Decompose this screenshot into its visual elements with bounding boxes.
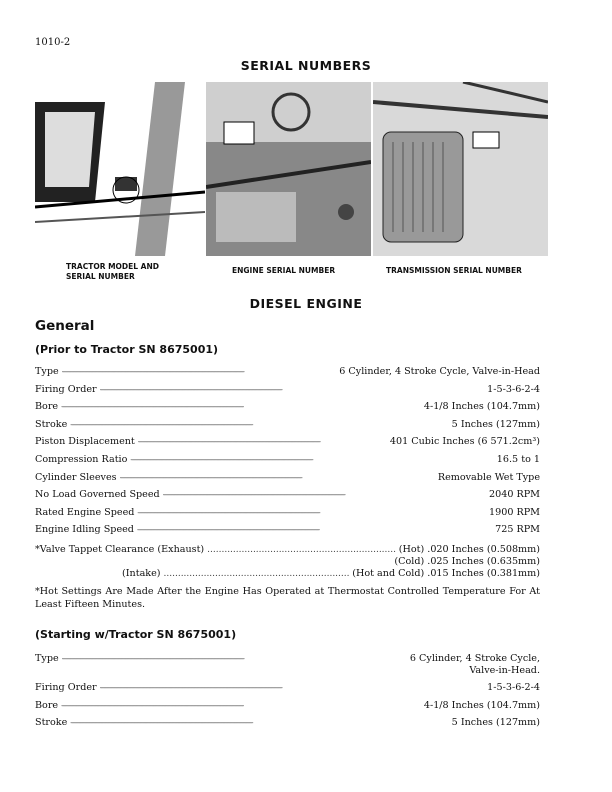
spec-value: 4-1/8 Inches (104.7mm) (423, 401, 540, 413)
spec-row (35, 419, 540, 431)
hot-settings-note: *Hot Settings Are Made After the Engine Has Operated at Thermostat Controlled Temperature For At Least Fifteen Minutes. (35, 586, 540, 610)
spec-row (35, 524, 540, 536)
leader (61, 401, 421, 413)
spec-row (35, 384, 540, 396)
leader (70, 717, 448, 729)
transmission-illustration (373, 82, 548, 256)
spec-value: 6 Cylinder, 4 Stroke Cycle, Valve-in-Head (339, 366, 540, 377)
spec-label: *Valve Tappet Clearance (Exhaust) (35, 544, 205, 555)
general-heading: General (35, 318, 95, 334)
leader (163, 489, 486, 501)
spec-row (35, 507, 540, 519)
leader (100, 384, 485, 396)
spec-value-continued: Valve-in-Head. (469, 665, 540, 676)
spec-value: 16.5 to 1 (496, 454, 540, 465)
spec-row-type (35, 653, 540, 665)
spec-label: Type (35, 366, 59, 377)
spec-label: (Intake) (122, 568, 161, 579)
spec-label: Firing Order (35, 682, 97, 693)
spec-value: 401 Cubic Inches (6 571.2cm³) (389, 436, 540, 448)
valve-exhaust-cold: (Cold) .025 Inches (0.635mm) (394, 556, 540, 567)
spec-row (35, 436, 540, 448)
spec-value: (Hot) .020 Inches (0.508mm) (398, 544, 540, 555)
photo-caption-tractor (66, 262, 159, 282)
valve-intake-row (122, 568, 540, 580)
leader (164, 568, 350, 580)
leader (207, 544, 396, 556)
spec-label: Bore (35, 401, 59, 413)
spec-value: 4-1/8 Inches (104.7mm) (423, 699, 540, 711)
leader (100, 682, 485, 694)
caption-line: SERIAL NUMBER (66, 272, 135, 281)
engine-serial-photo (206, 82, 371, 256)
tractor-illustration (35, 82, 205, 256)
page-number: 1010-2 (35, 37, 71, 48)
tractor-serial-photo (35, 82, 205, 256)
leader (130, 454, 493, 466)
spec-row (35, 472, 540, 484)
spec-label: No Load Governed Speed (35, 489, 160, 501)
leader (137, 507, 486, 519)
spec-row (35, 682, 540, 694)
valve-clearance-row (35, 544, 540, 556)
spec-value: 2040 RPM (489, 489, 540, 501)
starting-sn-heading: (Starting w/Tractor SN 8675001) (35, 628, 237, 641)
photo-caption-engine: ENGINE SERIAL NUMBER (232, 266, 336, 275)
spec-value: Removable Wet Type (437, 471, 540, 483)
spec-value: (Hot and Cold) .015 Inches (0.381mm) (352, 568, 540, 579)
spec-label: Stroke (35, 717, 68, 728)
spec-label: Stroke (35, 418, 68, 430)
caption-line: TRACTOR MODEL AND (66, 262, 159, 271)
spec-value: 1900 RPM (489, 506, 540, 518)
leader (120, 472, 435, 484)
spec-label: Bore (35, 699, 59, 711)
serial-numbers-title: SERIAL NUMBERS (240, 58, 372, 73)
spec-row (35, 717, 540, 729)
spec-label: Piston Displacement (35, 436, 135, 448)
transmission-serial-photo (373, 82, 548, 256)
spec-row (35, 489, 540, 501)
spec-label: Firing Order (35, 383, 97, 395)
spec-row (35, 700, 540, 712)
leader (61, 700, 421, 712)
engine-illustration (206, 82, 371, 256)
spec-label: Engine Idling Speed (35, 524, 134, 536)
leader (138, 436, 387, 448)
prior-sn-heading: (Prior to Tractor SN 8675001) (35, 343, 219, 356)
spec-row (35, 366, 540, 378)
spec-value: 1-5-3-6-2-4 (487, 383, 540, 395)
diesel-engine-title: DIESEL ENGINE (249, 296, 363, 311)
spec-label: Compression Ratio (35, 454, 128, 465)
spec-value: 5 Inches (127mm) (451, 418, 540, 430)
spec-value: 5 Inches (127mm) (451, 717, 540, 728)
spec-label: Cylinder Sleeves (35, 471, 117, 483)
spec-value: 1-5-3-6-2-4 (487, 682, 540, 693)
leader (137, 524, 492, 536)
spec-value: 6 Cylinder, 4 Stroke Cycle, (409, 653, 540, 664)
leader (70, 419, 448, 431)
leader (62, 653, 407, 665)
spec-value: 725 RPM (495, 524, 540, 536)
photo-caption-transmission: TRANSMISSION SERIAL NUMBER (386, 266, 522, 275)
spec-row (35, 454, 540, 466)
spec-label: Rated Engine Speed (35, 506, 135, 518)
spec-row (35, 401, 540, 413)
spec-label: Type (35, 653, 59, 664)
leader (62, 366, 337, 378)
